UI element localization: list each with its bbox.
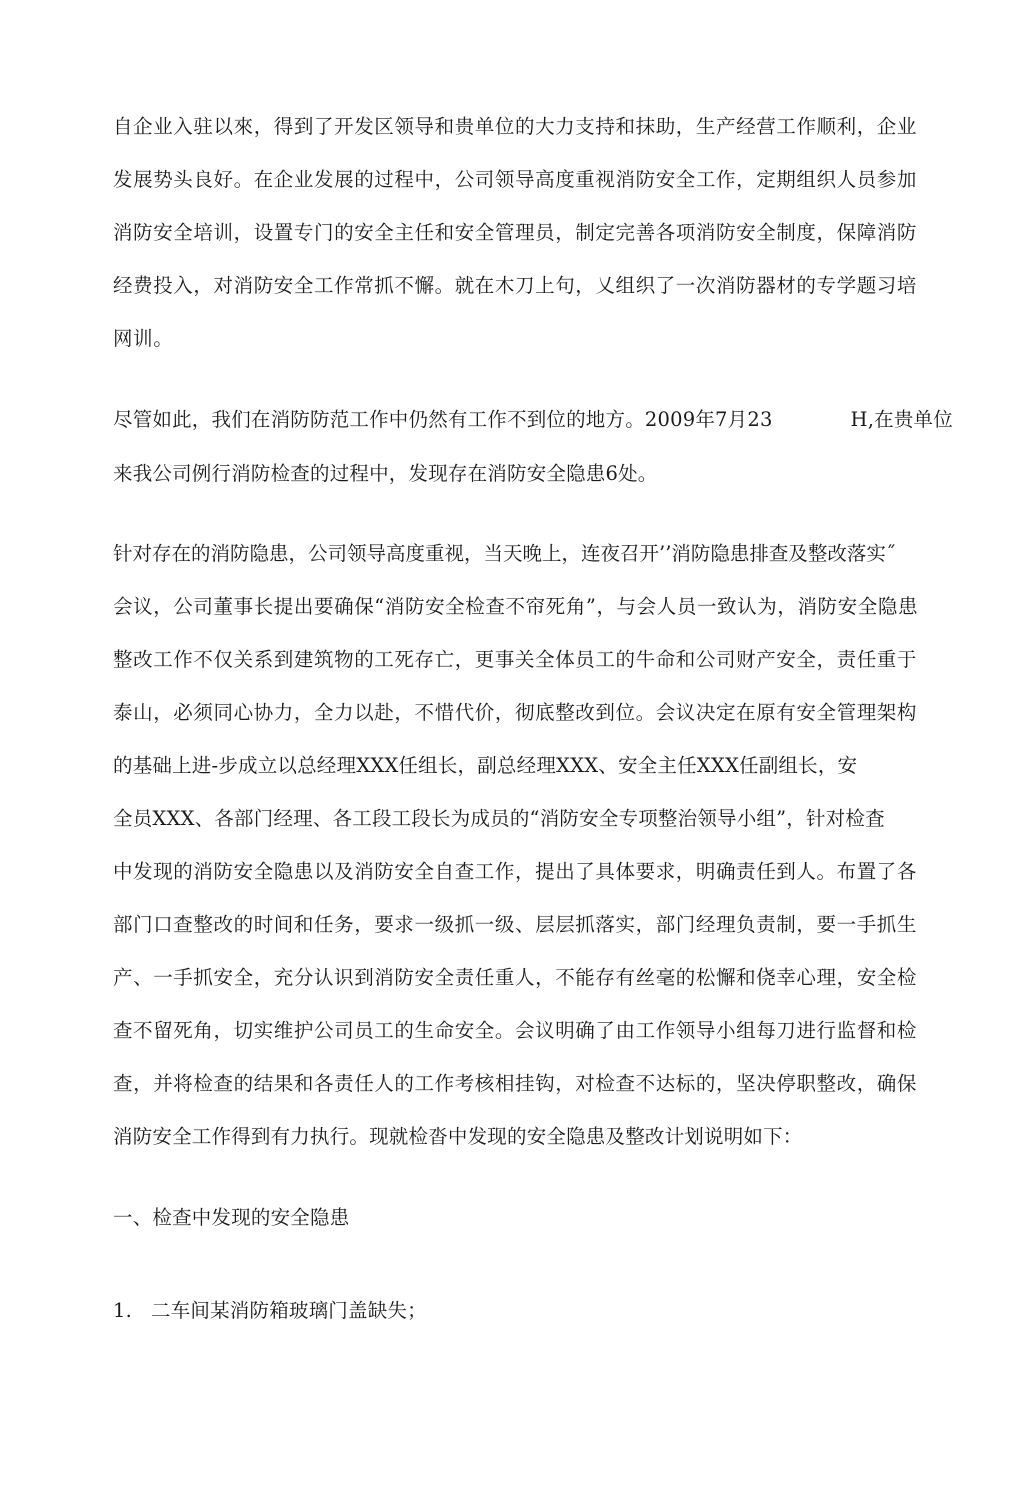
list-item bbox=[113, 1298, 427, 1324]
paragraph-2-line-1-tail: H,在贵单位 bbox=[850, 408, 953, 431]
paragraph-3-line-3: 整改工作不仅关系到建筑物的工死存亡，更事关全体员工的牛命和公司财产安全，责任重于 bbox=[113, 648, 918, 671]
paragraph-1-line-4: 经费投入，对消防安全工作常抓不懈。就在木刀上句，乂组织了一次消防器材的专学题习培 bbox=[113, 274, 918, 297]
paragraph-3-line-4: 泰山，必须同心协力，全力以赴，不惜代价，彻底整改到位。会议决定在原有安全管理架构 bbox=[113, 701, 918, 724]
paragraph-3-line-11: 查，并将检查的结果和各责任人的工作考核相挂钩，对检查不达标的，坚决停职整改，确保 bbox=[113, 1072, 918, 1095]
paragraph-3-line-6: 全员XXX、各部门经理、各工段工段长为成员的“消防安全专项整治领导小组”，针对检査 bbox=[113, 807, 885, 830]
paragraph-3-line-5: 的基础上进-步成立以总经理XXX任组长，副总经理XXX、安全主任XXX任副组长，安 bbox=[113, 754, 858, 777]
paragraph-3-line-1: 针对存在的消防隐患，公司领导高度重视，当天晚上，连夜召开’’消防隐患排查及整改落实˝ bbox=[113, 542, 896, 565]
paragraph-1-line-3: 消防安全培训，设置专门的安全主任和安全管理员，制定完善各项消防安全制度，保障消防 bbox=[113, 221, 918, 244]
paragraph-3-line-9: 产、一手抓安全，充分认识到消防安全责任重人，不能存有丝毫的松懈和侥幸心理，安全检 bbox=[113, 966, 918, 989]
paragraph-3-line-7: 中发现的消防安全隐患以及消防安全自查工作，提出了具体要求，明确责任到人。布置了各 bbox=[113, 860, 918, 883]
paragraph-2-line-1 bbox=[113, 407, 953, 433]
paragraph-3-line-12: 消防安全工作得到有力执行。现就检沓中发现的安全隐患及整改计划说明如下： bbox=[113, 1125, 803, 1148]
paragraph-2-line-1-text: 尽管如此，我们在消防防范工作中仍然有工作不到位的地方。2009年7月23 bbox=[113, 408, 773, 431]
paragraph-1-line-1: 自企业入驻以來，得到了开发区领导和贵单位的大力支持和抹助，生产经营工作顺利，企业 bbox=[113, 115, 918, 138]
paragraph-3-line-8: 部门口查整改的时间和任务，要求一级抓一级、层层抓落实，部门经理负责制，要一手抓生 bbox=[113, 913, 918, 936]
paragraph-3-line-10: 查不留死角，切实维护公司员工的生命安全。会议明确了由工作领导小组每刀进行监督和检 bbox=[113, 1019, 918, 1042]
paragraph-3-line-2: 会议，公司董事长提出要确保“消防安全检查不帘死角”，与会人员一致认为，消防安全隐患 bbox=[113, 595, 919, 618]
list-item-number: 1. bbox=[113, 1299, 133, 1322]
paragraph-1-line-5: 网训。 bbox=[113, 327, 174, 350]
paragraph-2-line-2: 来我公司例行消防检查的过程中，发现存在消防安全隐患6处。 bbox=[113, 462, 658, 485]
list-item-text: 二车间某消防箱玻璃门盖缺失； bbox=[151, 1299, 427, 1322]
section-heading: 一、检查中发现的安全隐患 bbox=[113, 1206, 350, 1229]
paragraph-1-line-2: 发展势头良好。在企业发展的过程中，公司领导高度重视消防安全工作，定期组织人员参加 bbox=[113, 168, 918, 191]
